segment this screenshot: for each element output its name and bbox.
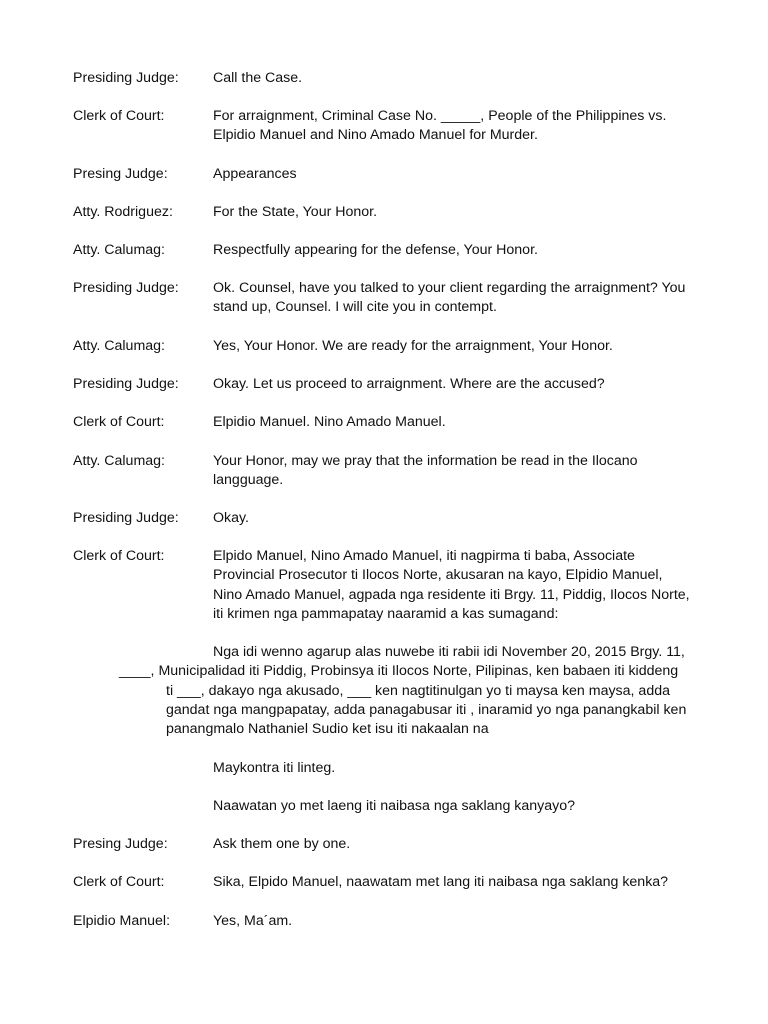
paragraph-line: panangmalo Nathaniel Sudio ket isu iti nakaalan na: [166, 721, 489, 738]
speech-text: Elpidio Manuel. Nino Amado Manuel.: [213, 414, 446, 430]
speaker-label: Presiding Judge:: [73, 376, 179, 392]
speech-text: Yes, Your Honor. We are ready for the arraignment, Your Honor.: [213, 338, 613, 354]
speaker-label: Presiding Judge:: [73, 70, 179, 86]
paragraph-line: gandat nga mangpapatay, adda panagabusar iti , inaramid yo nga panangkabil ken: [166, 701, 687, 718]
speech-text: Appearances: [213, 166, 297, 182]
speaker-label: Presiding Judge:: [73, 510, 179, 526]
speech-text: Okay.: [213, 510, 250, 526]
speech-text: For the State, Your Honor.: [213, 204, 378, 220]
paragraph-line: ti ___, dakayo nga akusado, ___ ken nagtitinulgan yo ti maysa ken maysa, adda: [166, 682, 670, 699]
speech-text: Elpido Manuel, Nino Amado Manuel, iti nagpirma ti baba, Associate Provincial Prosecutor ti Ilocos Norte, akusaran na kayo, Elpidio Manuel, Nino Amado Manuel, agpada nga residente iti Brgy. 11, Piddig, Ilocos Norte, iti krimen nga pammapatay naaramid a kas sumagand:: [213, 548, 690, 622]
speech-text: Ok. Counsel, have you talked to your client regarding the arraignment? You stand up, Counsel. I will cite you in contempt.: [213, 280, 686, 316]
speaker-label: Clerk of Court:: [73, 414, 165, 430]
speaker-label: Clerk of Court:: [73, 874, 165, 890]
speaker-label: Atty. Calumag:: [73, 338, 165, 354]
paragraph-line: ____, Municipalidad iti Piddig, Probinsya iti Ilocos Norte, Pilipinas, ken babaen iti kiddeng: [119, 663, 679, 680]
speaker-label: Presiding Judge:: [73, 280, 179, 296]
document-page: Presiding Judge: Call the Case. Clerk of Court: For arraignment, Criminal Case No. _____, People of the Philippines vs. Elpidio Manuel and Nino Amado Manuel for Murder. Presing Judge: Appearances Atty. Rodriguez: For the State, Your Honor. Atty. Calumag: Respectfully appearing for the defense, Your Honor. Presiding Judge: Ok. Counsel, have you talked to your client regarding the arraignment? You stand up, Counsel. I will cite you in contempt. Atty. Calumag: Yes, Your Honor. We are ready for the arraignment, Your Honor. Presiding Judge: Okay. Let us proceed to arraignment. Where are the accused? Clerk of Court: Elpidio Manuel. Nino Amado Manuel. Atty. Calumag: Your Honor, may we pray that the information be read in the Ilocano langguage. Presiding Judge: Okay. Clerk of Court: Elpido Manuel, Nino Amado Manuel, iti nagpirma ti baba, Associate Provincial Prosecutor ti Ilocos Norte, akusaran na kayo, Elpidio Manuel, Nino Amado Manuel, agpada nga residente iti Brgy. 11, Piddig, Ilocos Norte, iti krimen nga pammapatay naaramid a kas sumagand: Nga idi wenno agarup alas nuwebe iti rabii idi November 20, 2015 Brgy. 11, ____, Municipalidad iti Piddig, Probinsya iti Ilocos Norte, Pilipinas, ken babaen iti kiddeng ti ___, dakayo nga akusado, ___ ken nagtitinulgan yo ti maysa ken maysa, adda gandat nga mangpapatay, adda panagabusar iti , inaramid yo nga panangkabil ken panangmalo Nathaniel Sudio ket isu iti nakaalan na Maykontra iti linteg. Naawatan yo met laeng iti naibasa nga saklang kanyayo? Presing Judge: Ask them one by one. Clerk of Court: Sika, Elpido Manuel, naawatam met lang iti naibasa nga saklang kenka? Elpidio Manuel: Yes, Ma´am.: [0, 0, 768, 1024]
speaker-label: Elpidio Manuel:: [73, 913, 171, 929]
paragraph-line: Nga idi wenno agarup alas nuwebe iti rabii idi November 20, 2015 Brgy. 11,: [213, 644, 685, 660]
speaker-label: Clerk of Court:: [73, 548, 165, 564]
information-paragraph: [0, 643, 768, 743]
speaker-label: Atty. Calumag:: [73, 453, 165, 469]
speech-text: Yes, Ma´am.: [213, 913, 293, 929]
speech-text: Your Honor, may we pray that the information be read in the Ilocano langguage.: [213, 453, 638, 489]
speech-text: Okay. Let us proceed to arraignment. Where are the accused?: [213, 376, 605, 392]
speech-text: For arraignment, Criminal Case No. _____, People of the Philippines vs. Elpidio Manuel and Nino Amado Manuel for Murder.: [213, 108, 667, 144]
speaker-label: Atty. Calumag:: [73, 242, 165, 258]
speaker-label: Presing Judge:: [73, 166, 168, 182]
speech-text: Call the Case.: [213, 70, 303, 86]
speech-text: Ask them one by one.: [213, 836, 351, 852]
speaker-label: Clerk of Court:: [73, 108, 165, 124]
speech-text: Respectfully appearing for the defense, Your Honor.: [213, 242, 538, 258]
speech-text: Sika, Elpido Manuel, naawatam met lang iti naibasa nga saklang kenka?: [213, 874, 669, 890]
speaker-label: Presing Judge:: [73, 836, 168, 852]
speaker-label: Atty. Rodriguez:: [73, 204, 173, 220]
